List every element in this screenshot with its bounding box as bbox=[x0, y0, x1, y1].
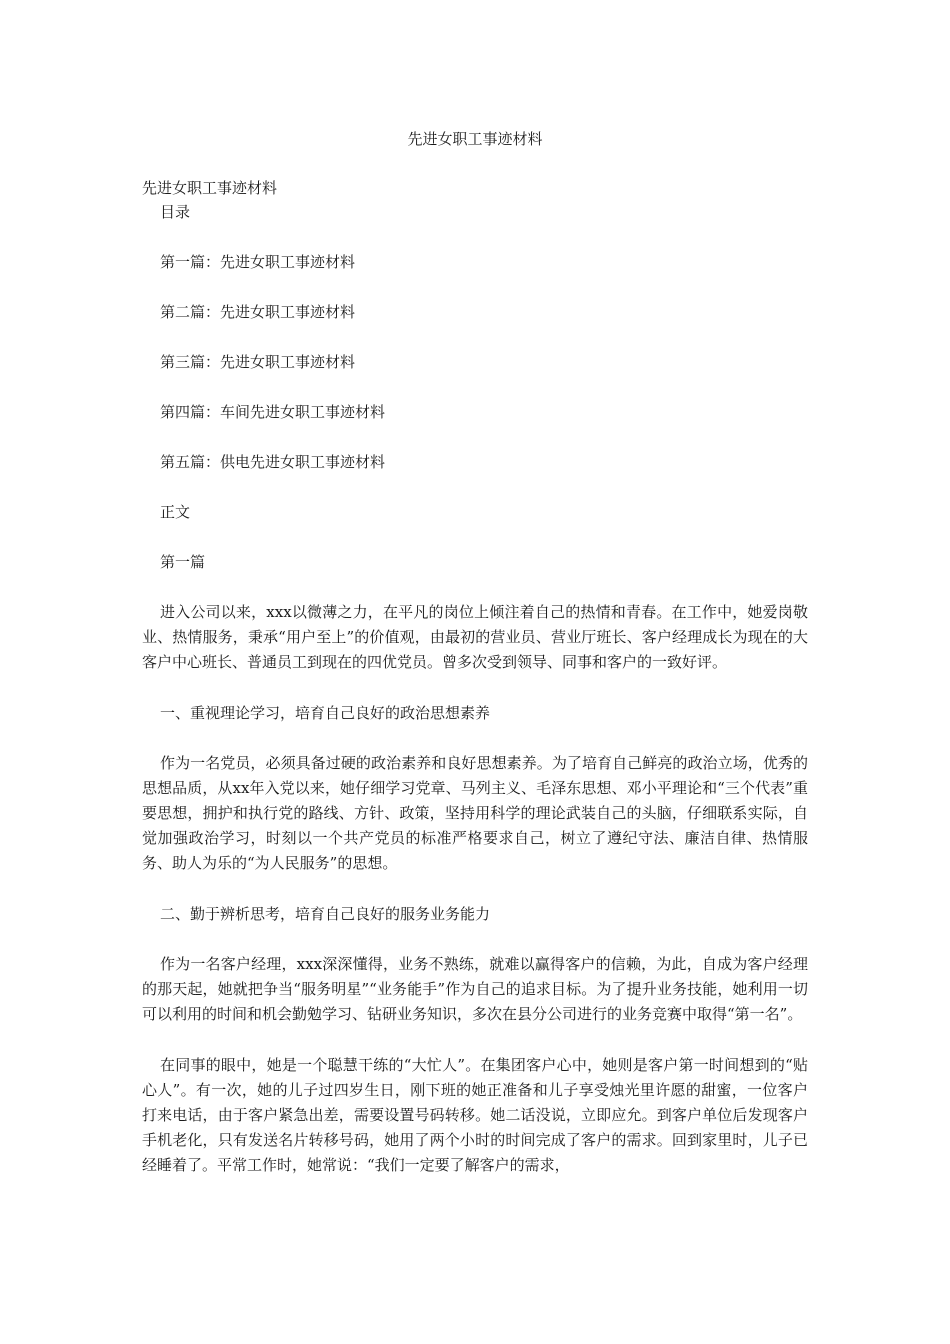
paragraph: 在同事的眼中，她是一个聪慧干练的“大忙人”。在集团客户心中，她则是客户第一时间想到的“贴心人”。有一次，她的儿子过四岁生日，刚下班的她正准备和儿子享受烛光里许愿的甜蜜，一位客户打来电话，由于客户紧急出差，需要设置号码转移。她二话没说，立即应允。到客户单位后发现客户手机老化，只有发送名片转移号码，她用了两个小时的时间完成了客户的需求。回到家里时，儿子已经睡着了。平常工作时，她常说：“我们一定要了解客户的需求， bbox=[142, 1056, 808, 1174]
paragraph: 作为一名客户经理，xxx深深懂得，业务不熟练，就难以赢得客户的信赖，为此，自成为客户经理的那天起，她就把争当“服务明星”“业务能手”作为自己的追求目标。为了提升业务技能，她利用一切可以利用的时间和机会勤勉学习、钻研业务知识，多次在县分公司进行的业务竞赛中取得“第一名”。 bbox=[142, 955, 808, 1023]
toc-label: 目录 bbox=[160, 203, 191, 221]
toc-item: 第四篇：车间先进女职工事迹材料 bbox=[160, 403, 386, 421]
document-body bbox=[142, 176, 808, 1178]
body-label: 正文 bbox=[160, 503, 191, 521]
toc-item: 第二篇：先进女职工事迹材料 bbox=[160, 303, 356, 321]
toc-item: 第一篇：先进女职工事迹材料 bbox=[160, 253, 356, 271]
document-subtitle: 先进女职工事迹材料 bbox=[142, 179, 278, 197]
section-heading: 二、勤于辨析思考，培育自己良好的服务业务能力 bbox=[160, 905, 491, 923]
paragraph: 进入公司以来，xxx以微薄之力，在平凡的岗位上倾注着自己的热情和青春。在工作中，她爱岗敬业、热情服务，秉承“用户至上”的价值观，由最初的营业员、营业厅班长、客户经理成长为现在的大客户中心班长、普通员工到现在的四优党员。曾多次受到领导、同事和客户的一致好评。 bbox=[142, 603, 808, 671]
toc-item: 第五篇：供电先进女职工事迹材料 bbox=[160, 453, 386, 471]
section-label: 第一篇 bbox=[160, 553, 206, 571]
paragraph: 作为一名党员，必须具备过硬的政治素养和良好思想素养。为了培育自己鲜亮的政治立场，优秀的思想品质，从xx年入党以来，她仔细学习党章、马列主义、毛泽东思想、邓小平理论和“三个代表”重要思想，拥护和执行党的路线、方针、政策，坚持用科学的理论武装自己的头脑，仔细联系实际，自觉加强政治学习，时刻以一个共产党员的标准严格要求自己，树立了遵纪守法、廉洁自律、热情服务、助人为乐的“为人民服务”的思想。 bbox=[142, 754, 808, 872]
toc-item: 第三篇：先进女职工事迹材料 bbox=[160, 353, 356, 371]
document-title: 先进女职工事迹材料 bbox=[407, 130, 543, 148]
section-heading: 一、重视理论学习，培育自己良好的政治思想素养 bbox=[160, 704, 491, 722]
